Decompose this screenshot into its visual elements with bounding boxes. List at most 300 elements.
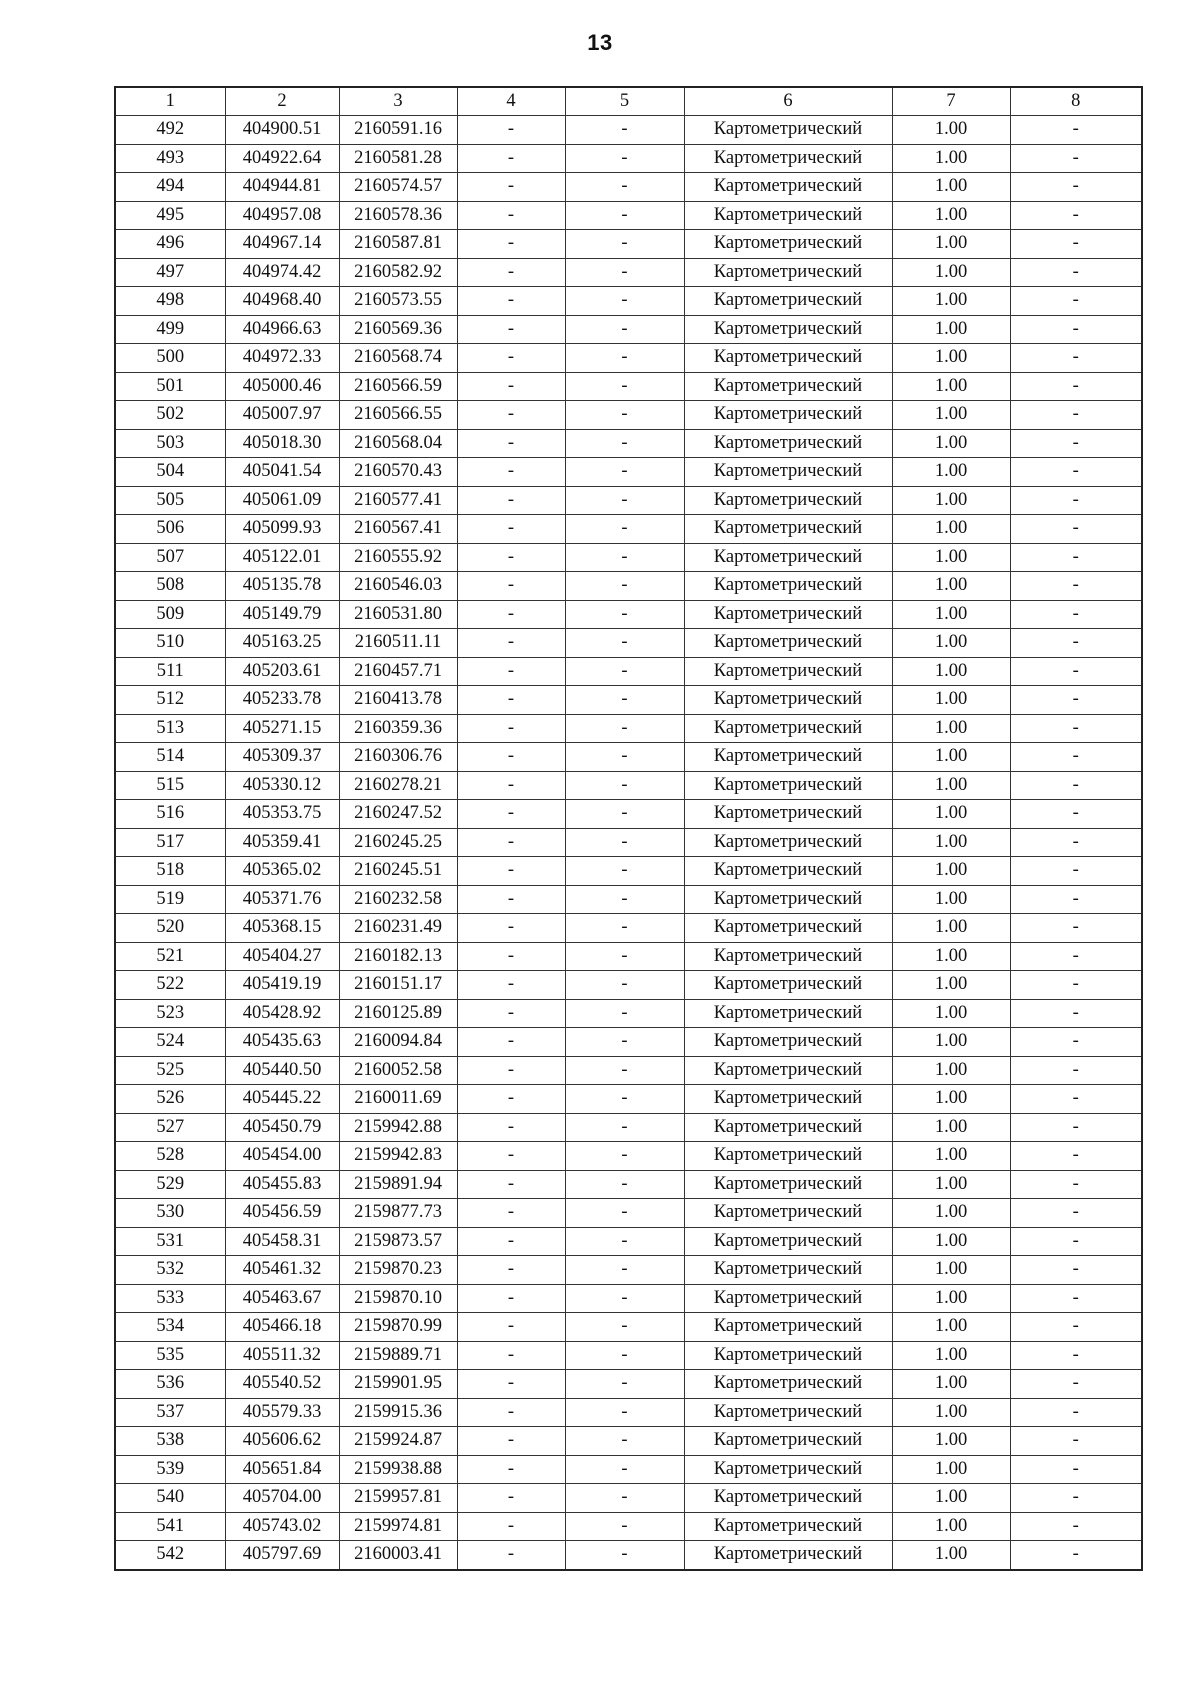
method-cell: Картометрический: [684, 1199, 892, 1228]
x-coordinate-cell: 405428.92: [225, 999, 339, 1028]
y-coordinate-cell: 2160568.04: [339, 429, 457, 458]
col4-cell: -: [457, 372, 565, 401]
col8-cell: -: [1010, 657, 1142, 686]
x-coordinate-cell: 405007.97: [225, 401, 339, 430]
method-cell: Картометрический: [684, 971, 892, 1000]
point-number-cell: 530: [115, 1199, 225, 1228]
accuracy-cell: 1.00: [892, 486, 1010, 515]
method-cell: Картометрический: [684, 1455, 892, 1484]
x-coordinate-cell: 405330.12: [225, 771, 339, 800]
method-cell: Картометрический: [684, 287, 892, 316]
accuracy-cell: 1.00: [892, 344, 1010, 373]
x-coordinate-cell: 404967.14: [225, 230, 339, 259]
col4-cell: -: [457, 1199, 565, 1228]
method-cell: Картометрический: [684, 344, 892, 373]
method-cell: Картометрический: [684, 1427, 892, 1456]
x-coordinate-cell: 405651.84: [225, 1455, 339, 1484]
method-cell: Картометрический: [684, 942, 892, 971]
page-number: 13: [587, 30, 613, 55]
point-number-cell: 532: [115, 1256, 225, 1285]
col5-cell: -: [565, 1056, 684, 1085]
point-number-cell: 520: [115, 914, 225, 943]
point-number-cell: 533: [115, 1284, 225, 1313]
col8-cell: -: [1010, 1398, 1142, 1427]
col8-cell: -: [1010, 1427, 1142, 1456]
col5-cell: -: [565, 1227, 684, 1256]
table-row: [115, 914, 1142, 943]
col8-cell: -: [1010, 1541, 1142, 1570]
col5-cell: -: [565, 600, 684, 629]
point-number-cell: 504: [115, 458, 225, 487]
method-cell: Картометрический: [684, 771, 892, 800]
y-coordinate-cell: 2160094.84: [339, 1028, 457, 1057]
point-number-cell: 517: [115, 828, 225, 857]
col8-cell: -: [1010, 1512, 1142, 1541]
col5-cell: -: [565, 1256, 684, 1285]
method-cell: Картометрический: [684, 173, 892, 202]
table-row: [115, 344, 1142, 373]
accuracy-cell: 1.00: [892, 942, 1010, 971]
col8-cell: -: [1010, 600, 1142, 629]
y-coordinate-cell: 2159870.10: [339, 1284, 457, 1313]
col8-cell: -: [1010, 372, 1142, 401]
y-coordinate-cell: 2160574.57: [339, 173, 457, 202]
accuracy-cell: 1.00: [892, 144, 1010, 173]
x-coordinate-cell: 405061.09: [225, 486, 339, 515]
accuracy-cell: 1.00: [892, 1370, 1010, 1399]
col4-cell: -: [457, 999, 565, 1028]
y-coordinate-cell: 2159942.88: [339, 1113, 457, 1142]
col8-cell: -: [1010, 885, 1142, 914]
table-row: [115, 743, 1142, 772]
y-coordinate-cell: 2159889.71: [339, 1341, 457, 1370]
col4-cell: -: [457, 1541, 565, 1570]
col5-cell: -: [565, 287, 684, 316]
y-coordinate-cell: 2160570.43: [339, 458, 457, 487]
col8-cell: -: [1010, 1284, 1142, 1313]
point-number-cell: 528: [115, 1142, 225, 1171]
accuracy-cell: 1.00: [892, 714, 1010, 743]
col5-cell: -: [565, 629, 684, 658]
col5-cell: -: [565, 344, 684, 373]
col8-cell: -: [1010, 1256, 1142, 1285]
point-number-cell: 516: [115, 800, 225, 829]
x-coordinate-cell: 405404.27: [225, 942, 339, 971]
x-coordinate-cell: 405371.76: [225, 885, 339, 914]
accuracy-cell: 1.00: [892, 828, 1010, 857]
col8-cell: -: [1010, 914, 1142, 943]
col5-cell: -: [565, 657, 684, 686]
accuracy-cell: 1.00: [892, 771, 1010, 800]
point-number-cell: 506: [115, 515, 225, 544]
table-row: [115, 999, 1142, 1028]
col5-cell: -: [565, 458, 684, 487]
table-row: [115, 971, 1142, 1000]
col4-cell: -: [457, 1313, 565, 1342]
col8-cell: -: [1010, 401, 1142, 430]
col5-cell: -: [565, 144, 684, 173]
point-number-cell: 527: [115, 1113, 225, 1142]
table-row: [115, 258, 1142, 287]
col8-cell: -: [1010, 971, 1142, 1000]
col8-cell: -: [1010, 1341, 1142, 1370]
y-coordinate-cell: 2159924.87: [339, 1427, 457, 1456]
col5-cell: -: [565, 173, 684, 202]
y-coordinate-cell: 2160247.52: [339, 800, 457, 829]
col5-cell: -: [565, 1284, 684, 1313]
accuracy-cell: 1.00: [892, 1284, 1010, 1313]
col5-cell: -: [565, 1484, 684, 1513]
x-coordinate-cell: 405309.37: [225, 743, 339, 772]
accuracy-cell: 1.00: [892, 686, 1010, 715]
col5-cell: -: [565, 1370, 684, 1399]
y-coordinate-cell: 2159870.99: [339, 1313, 457, 1342]
table-row: [115, 1313, 1142, 1342]
y-coordinate-cell: 2160511.11: [339, 629, 457, 658]
y-coordinate-cell: 2160011.69: [339, 1085, 457, 1114]
accuracy-cell: 1.00: [892, 857, 1010, 886]
col4-cell: -: [457, 1455, 565, 1484]
col8-cell: -: [1010, 1085, 1142, 1114]
table-row: [115, 429, 1142, 458]
method-cell: Картометрический: [684, 885, 892, 914]
x-coordinate-cell: 405041.54: [225, 458, 339, 487]
col4-cell: -: [457, 486, 565, 515]
col5-cell: -: [565, 116, 684, 145]
table-row: [115, 1085, 1142, 1114]
accuracy-cell: 1.00: [892, 287, 1010, 316]
table-row: [115, 1341, 1142, 1370]
column-header: 4: [457, 87, 565, 116]
method-cell: Картометрический: [684, 1341, 892, 1370]
accuracy-cell: 1.00: [892, 657, 1010, 686]
col4-cell: -: [457, 230, 565, 259]
method-cell: Картометрический: [684, 458, 892, 487]
point-number-cell: 509: [115, 600, 225, 629]
accuracy-cell: 1.00: [892, 600, 1010, 629]
point-number-cell: 518: [115, 857, 225, 886]
y-coordinate-cell: 2160125.89: [339, 999, 457, 1028]
col8-cell: -: [1010, 999, 1142, 1028]
table-row: [115, 1398, 1142, 1427]
col4-cell: -: [457, 1142, 565, 1171]
y-coordinate-cell: 2160245.51: [339, 857, 457, 886]
y-coordinate-cell: 2160581.28: [339, 144, 457, 173]
col8-cell: -: [1010, 173, 1142, 202]
method-cell: Картометрический: [684, 543, 892, 572]
col5-cell: -: [565, 1398, 684, 1427]
method-cell: Картометрический: [684, 144, 892, 173]
accuracy-cell: 1.00: [892, 1455, 1010, 1484]
accuracy-cell: 1.00: [892, 1313, 1010, 1342]
col4-cell: -: [457, 1227, 565, 1256]
col4-cell: -: [457, 144, 565, 173]
y-coordinate-cell: 2160569.36: [339, 315, 457, 344]
x-coordinate-cell: 405149.79: [225, 600, 339, 629]
y-coordinate-cell: 2160245.25: [339, 828, 457, 857]
table-row: [115, 686, 1142, 715]
table-row: [115, 372, 1142, 401]
table-row: [115, 1227, 1142, 1256]
col4-cell: -: [457, 1028, 565, 1057]
method-cell: Картометрический: [684, 372, 892, 401]
x-coordinate-cell: 405797.69: [225, 1541, 339, 1570]
method-cell: Картометрический: [684, 258, 892, 287]
y-coordinate-cell: 2160531.80: [339, 600, 457, 629]
point-number-cell: 497: [115, 258, 225, 287]
method-cell: Картометрический: [684, 686, 892, 715]
point-number-cell: 515: [115, 771, 225, 800]
col4-cell: -: [457, 287, 565, 316]
col8-cell: -: [1010, 344, 1142, 373]
point-number-cell: 511: [115, 657, 225, 686]
y-coordinate-cell: 2160413.78: [339, 686, 457, 715]
y-coordinate-cell: 2159877.73: [339, 1199, 457, 1228]
x-coordinate-cell: 405456.59: [225, 1199, 339, 1228]
x-coordinate-cell: 405233.78: [225, 686, 339, 715]
method-cell: Картометрический: [684, 401, 892, 430]
col4-cell: -: [457, 629, 565, 658]
accuracy-cell: 1.00: [892, 458, 1010, 487]
point-number-cell: 537: [115, 1398, 225, 1427]
accuracy-cell: 1.00: [892, 315, 1010, 344]
accuracy-cell: 1.00: [892, 1541, 1010, 1570]
x-coordinate-cell: 405000.46: [225, 372, 339, 401]
y-coordinate-cell: 2160359.36: [339, 714, 457, 743]
x-coordinate-cell: 405466.18: [225, 1313, 339, 1342]
table-row: [115, 1199, 1142, 1228]
table-row: [115, 458, 1142, 487]
point-number-cell: 510: [115, 629, 225, 658]
point-number-cell: 499: [115, 315, 225, 344]
point-number-cell: 514: [115, 743, 225, 772]
x-coordinate-cell: 404944.81: [225, 173, 339, 202]
method-cell: Картометрический: [684, 429, 892, 458]
table-row: [115, 173, 1142, 202]
col4-cell: -: [457, 258, 565, 287]
x-coordinate-cell: 405271.15: [225, 714, 339, 743]
x-coordinate-cell: 405435.63: [225, 1028, 339, 1057]
x-coordinate-cell: 405540.52: [225, 1370, 339, 1399]
col8-cell: -: [1010, 800, 1142, 829]
y-coordinate-cell: 2159891.94: [339, 1170, 457, 1199]
table-row: [115, 1370, 1142, 1399]
table-row: [115, 1113, 1142, 1142]
col5-cell: -: [565, 857, 684, 886]
col5-cell: -: [565, 401, 684, 430]
col8-cell: -: [1010, 1199, 1142, 1228]
table-row: [115, 543, 1142, 572]
point-number-cell: 529: [115, 1170, 225, 1199]
point-number-cell: 538: [115, 1427, 225, 1456]
col8-cell: -: [1010, 458, 1142, 487]
col5-cell: -: [565, 258, 684, 287]
col4-cell: -: [457, 572, 565, 601]
y-coordinate-cell: 2160232.58: [339, 885, 457, 914]
y-coordinate-cell: 2160567.41: [339, 515, 457, 544]
x-coordinate-cell: 404966.63: [225, 315, 339, 344]
y-coordinate-cell: 2159974.81: [339, 1512, 457, 1541]
col5-cell: -: [565, 230, 684, 259]
method-cell: Картометрический: [684, 486, 892, 515]
table-row: [115, 144, 1142, 173]
accuracy-cell: 1.00: [892, 543, 1010, 572]
col8-cell: -: [1010, 515, 1142, 544]
col5-cell: -: [565, 885, 684, 914]
accuracy-cell: 1.00: [892, 116, 1010, 145]
col4-cell: -: [457, 1113, 565, 1142]
y-coordinate-cell: 2159915.36: [339, 1398, 457, 1427]
method-cell: Картометрический: [684, 1541, 892, 1570]
col5-cell: -: [565, 828, 684, 857]
point-number-cell: 492: [115, 116, 225, 145]
method-cell: Картометрический: [684, 572, 892, 601]
x-coordinate-cell: 405454.00: [225, 1142, 339, 1171]
table-row: [115, 857, 1142, 886]
table-row: [115, 1484, 1142, 1513]
x-coordinate-cell: 405704.00: [225, 1484, 339, 1513]
accuracy-cell: 1.00: [892, 515, 1010, 544]
col5-cell: -: [565, 914, 684, 943]
x-coordinate-cell: 405359.41: [225, 828, 339, 857]
column-header: 5: [565, 87, 684, 116]
x-coordinate-cell: 404922.64: [225, 144, 339, 173]
method-cell: Картометрический: [684, 1256, 892, 1285]
x-coordinate-cell: 405511.32: [225, 1341, 339, 1370]
col4-cell: -: [457, 800, 565, 829]
column-header: 6: [684, 87, 892, 116]
col5-cell: -: [565, 942, 684, 971]
column-header: 1: [115, 87, 225, 116]
y-coordinate-cell: 2159873.57: [339, 1227, 457, 1256]
x-coordinate-cell: 405365.02: [225, 857, 339, 886]
col4-cell: -: [457, 1085, 565, 1114]
col5-cell: -: [565, 743, 684, 772]
table-row: [115, 230, 1142, 259]
col4-cell: -: [457, 401, 565, 430]
col8-cell: -: [1010, 1227, 1142, 1256]
col4-cell: -: [457, 429, 565, 458]
accuracy-cell: 1.00: [892, 401, 1010, 430]
point-number-cell: 541: [115, 1512, 225, 1541]
header-row: [115, 87, 1142, 116]
method-cell: Картометрический: [684, 1484, 892, 1513]
accuracy-cell: 1.00: [892, 885, 1010, 914]
y-coordinate-cell: 2160577.41: [339, 486, 457, 515]
col5-cell: -: [565, 486, 684, 515]
col4-cell: -: [457, 743, 565, 772]
point-number-cell: 498: [115, 287, 225, 316]
column-header: 7: [892, 87, 1010, 116]
col4-cell: -: [457, 971, 565, 1000]
col5-cell: -: [565, 771, 684, 800]
method-cell: Картометрический: [684, 230, 892, 259]
method-cell: Картометрический: [684, 743, 892, 772]
point-number-cell: 508: [115, 572, 225, 601]
col4-cell: -: [457, 1170, 565, 1199]
col8-cell: -: [1010, 258, 1142, 287]
col8-cell: -: [1010, 1028, 1142, 1057]
table-row: [115, 771, 1142, 800]
col5-cell: -: [565, 201, 684, 230]
col5-cell: -: [565, 971, 684, 1000]
table-row: [115, 942, 1142, 971]
col5-cell: -: [565, 686, 684, 715]
table-row: [115, 1284, 1142, 1313]
col4-cell: -: [457, 515, 565, 544]
y-coordinate-cell: 2160573.55: [339, 287, 457, 316]
accuracy-cell: 1.00: [892, 629, 1010, 658]
x-coordinate-cell: 404957.08: [225, 201, 339, 230]
point-number-cell: 505: [115, 486, 225, 515]
col4-cell: -: [457, 771, 565, 800]
col4-cell: -: [457, 1512, 565, 1541]
col8-cell: -: [1010, 1056, 1142, 1085]
y-coordinate-cell: 2160546.03: [339, 572, 457, 601]
point-number-cell: 539: [115, 1455, 225, 1484]
x-coordinate-cell: 404972.33: [225, 344, 339, 373]
x-coordinate-cell: 405163.25: [225, 629, 339, 658]
col4-cell: -: [457, 828, 565, 857]
col8-cell: -: [1010, 1170, 1142, 1199]
col5-cell: -: [565, 515, 684, 544]
method-cell: Картометрический: [684, 1370, 892, 1399]
accuracy-cell: 1.00: [892, 1227, 1010, 1256]
accuracy-cell: 1.00: [892, 1170, 1010, 1199]
method-cell: Картометрический: [684, 315, 892, 344]
col4-cell: -: [457, 914, 565, 943]
point-number-cell: 493: [115, 144, 225, 173]
method-cell: Картометрический: [684, 600, 892, 629]
point-number-cell: 540: [115, 1484, 225, 1513]
column-header: 2: [225, 87, 339, 116]
col5-cell: -: [565, 1512, 684, 1541]
accuracy-cell: 1.00: [892, 971, 1010, 1000]
point-number-cell: 513: [115, 714, 225, 743]
col8-cell: -: [1010, 315, 1142, 344]
x-coordinate-cell: 405440.50: [225, 1056, 339, 1085]
col4-cell: -: [457, 714, 565, 743]
point-number-cell: 521: [115, 942, 225, 971]
point-number-cell: 512: [115, 686, 225, 715]
y-coordinate-cell: 2159957.81: [339, 1484, 457, 1513]
col4-cell: -: [457, 857, 565, 886]
accuracy-cell: 1.00: [892, 1028, 1010, 1057]
x-coordinate-cell: 405122.01: [225, 543, 339, 572]
x-coordinate-cell: 405368.15: [225, 914, 339, 943]
table-row: [115, 401, 1142, 430]
table-row: [115, 1028, 1142, 1057]
x-coordinate-cell: 405461.32: [225, 1256, 339, 1285]
table-row: [115, 885, 1142, 914]
accuracy-cell: 1.00: [892, 173, 1010, 202]
x-coordinate-cell: 405419.19: [225, 971, 339, 1000]
col4-cell: -: [457, 173, 565, 202]
col5-cell: -: [565, 1170, 684, 1199]
col4-cell: -: [457, 458, 565, 487]
col4-cell: -: [457, 1056, 565, 1085]
column-header: 8: [1010, 87, 1142, 116]
col8-cell: -: [1010, 629, 1142, 658]
y-coordinate-cell: 2159870.23: [339, 1256, 457, 1285]
col5-cell: -: [565, 1455, 684, 1484]
table-row: [115, 1256, 1142, 1285]
table-row: [115, 486, 1142, 515]
col8-cell: -: [1010, 429, 1142, 458]
col5-cell: -: [565, 714, 684, 743]
x-coordinate-cell: 404974.42: [225, 258, 339, 287]
col5-cell: -: [565, 1541, 684, 1570]
